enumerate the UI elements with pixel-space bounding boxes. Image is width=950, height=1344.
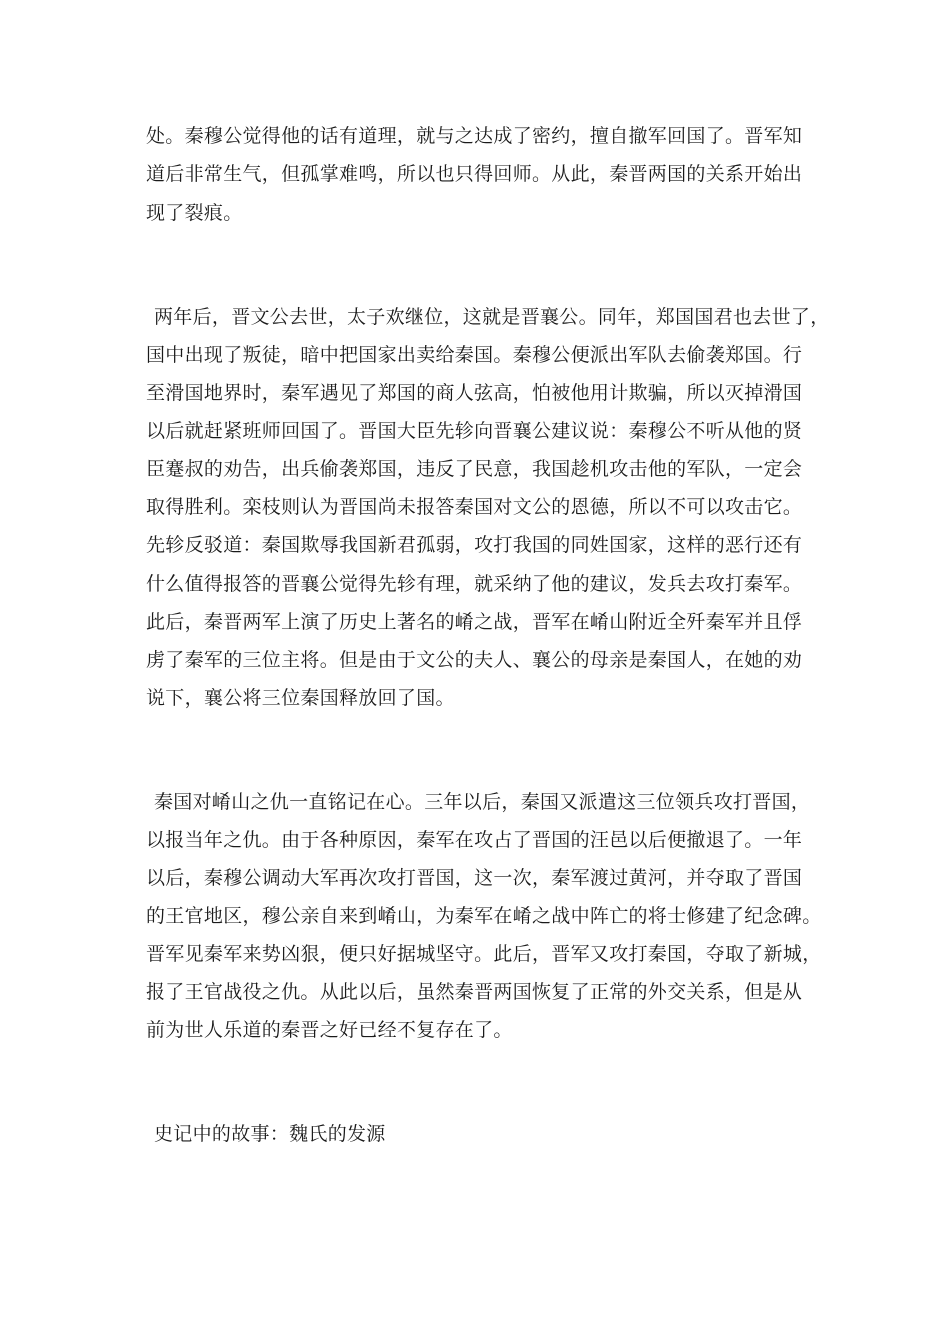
- text-line: 秦国对崤山之仇一直铭记在心。三年以后，秦国又派遣这三位领兵攻打晋国，: [154, 791, 811, 813]
- text-line: 晋军见秦军来势凶狠，便只好据城坚守。此后，晋军又攻打秦国，夺取了新城，: [146, 943, 822, 965]
- text-line: 以后就赶紧班师回国了。晋国大臣先轸向晋襄公建议说：秦穆公不听从他的贤: [146, 420, 803, 442]
- text-line: 臣蹇叔的劝告，出兵偷袭郑国，违反了民意，我国趁机攻击他的军队，一定会: [146, 458, 803, 480]
- section-heading: 史记中的故事：魏氏的发源: [154, 1123, 386, 1145]
- text-line: 现了裂痕。: [146, 202, 243, 224]
- text-line: 至滑国地界时，秦军遇见了郑国的商人弦高，怕被他用计欺骗，所以灭掉滑国: [146, 382, 803, 404]
- text-line: 国中出现了叛徒，暗中把国家出卖给秦国。秦穆公便派出军队去偷袭郑国。行: [146, 344, 803, 366]
- text-line: 道后非常生气，但孤掌难鸣，所以也只得回师。从此，秦晋两国的关系开始出: [146, 163, 803, 185]
- text-line: 以后，秦穆公调动大军再次攻打晋国，这一次，秦军渡过黄河，并夺取了晋国: [146, 867, 803, 889]
- text-line: 以报当年之仇。由于各种原因，秦军在攻占了晋国的汪邑以后便撤退了。一年: [146, 829, 803, 851]
- text-line: 处。秦穆公觉得他的话有道理，就与之达成了密约，擅自撤军回国了。晋军知: [146, 125, 803, 147]
- text-line: 此后，秦晋两军上演了历史上著名的崤之战，晋军在崤山附近全歼秦军并且俘: [146, 611, 803, 633]
- text-line: 说下，襄公将三位秦国释放回了国。: [146, 687, 455, 709]
- text-line: 什么值得报答的晋襄公觉得先轸有理，就采纳了他的建议，发兵去攻打秦军。: [146, 573, 803, 595]
- text-line: 报了王官战役之仇。从此以后，虽然秦晋两国恢复了正常的外交关系，但是从: [146, 981, 803, 1003]
- text-line: 前为世人乐道的秦晋之好已经不复存在了。: [146, 1019, 513, 1041]
- text-line: 的王官地区，穆公亲自来到崤山，为秦军在崤之战中阵亡的将士修建了纪念碑。: [146, 905, 822, 927]
- text-line: 两年后，晋文公去世，太子欢继位，这就是晋襄公。同年，郑国国君也去世了，: [154, 306, 830, 328]
- text-line: 取得胜利。栾枝则认为晋国尚未报答秦国对文公的恩德，所以不可以攻击它。: [146, 496, 803, 518]
- text-line: 先轸反驳道：秦国欺辱我国新君孤弱，攻打我国的同姓国家，这样的恶行还有: [146, 534, 803, 556]
- text-line: 虏了秦军的三位主将。但是由于文公的夫人、襄公的母亲是秦国人，在她的劝: [146, 649, 803, 671]
